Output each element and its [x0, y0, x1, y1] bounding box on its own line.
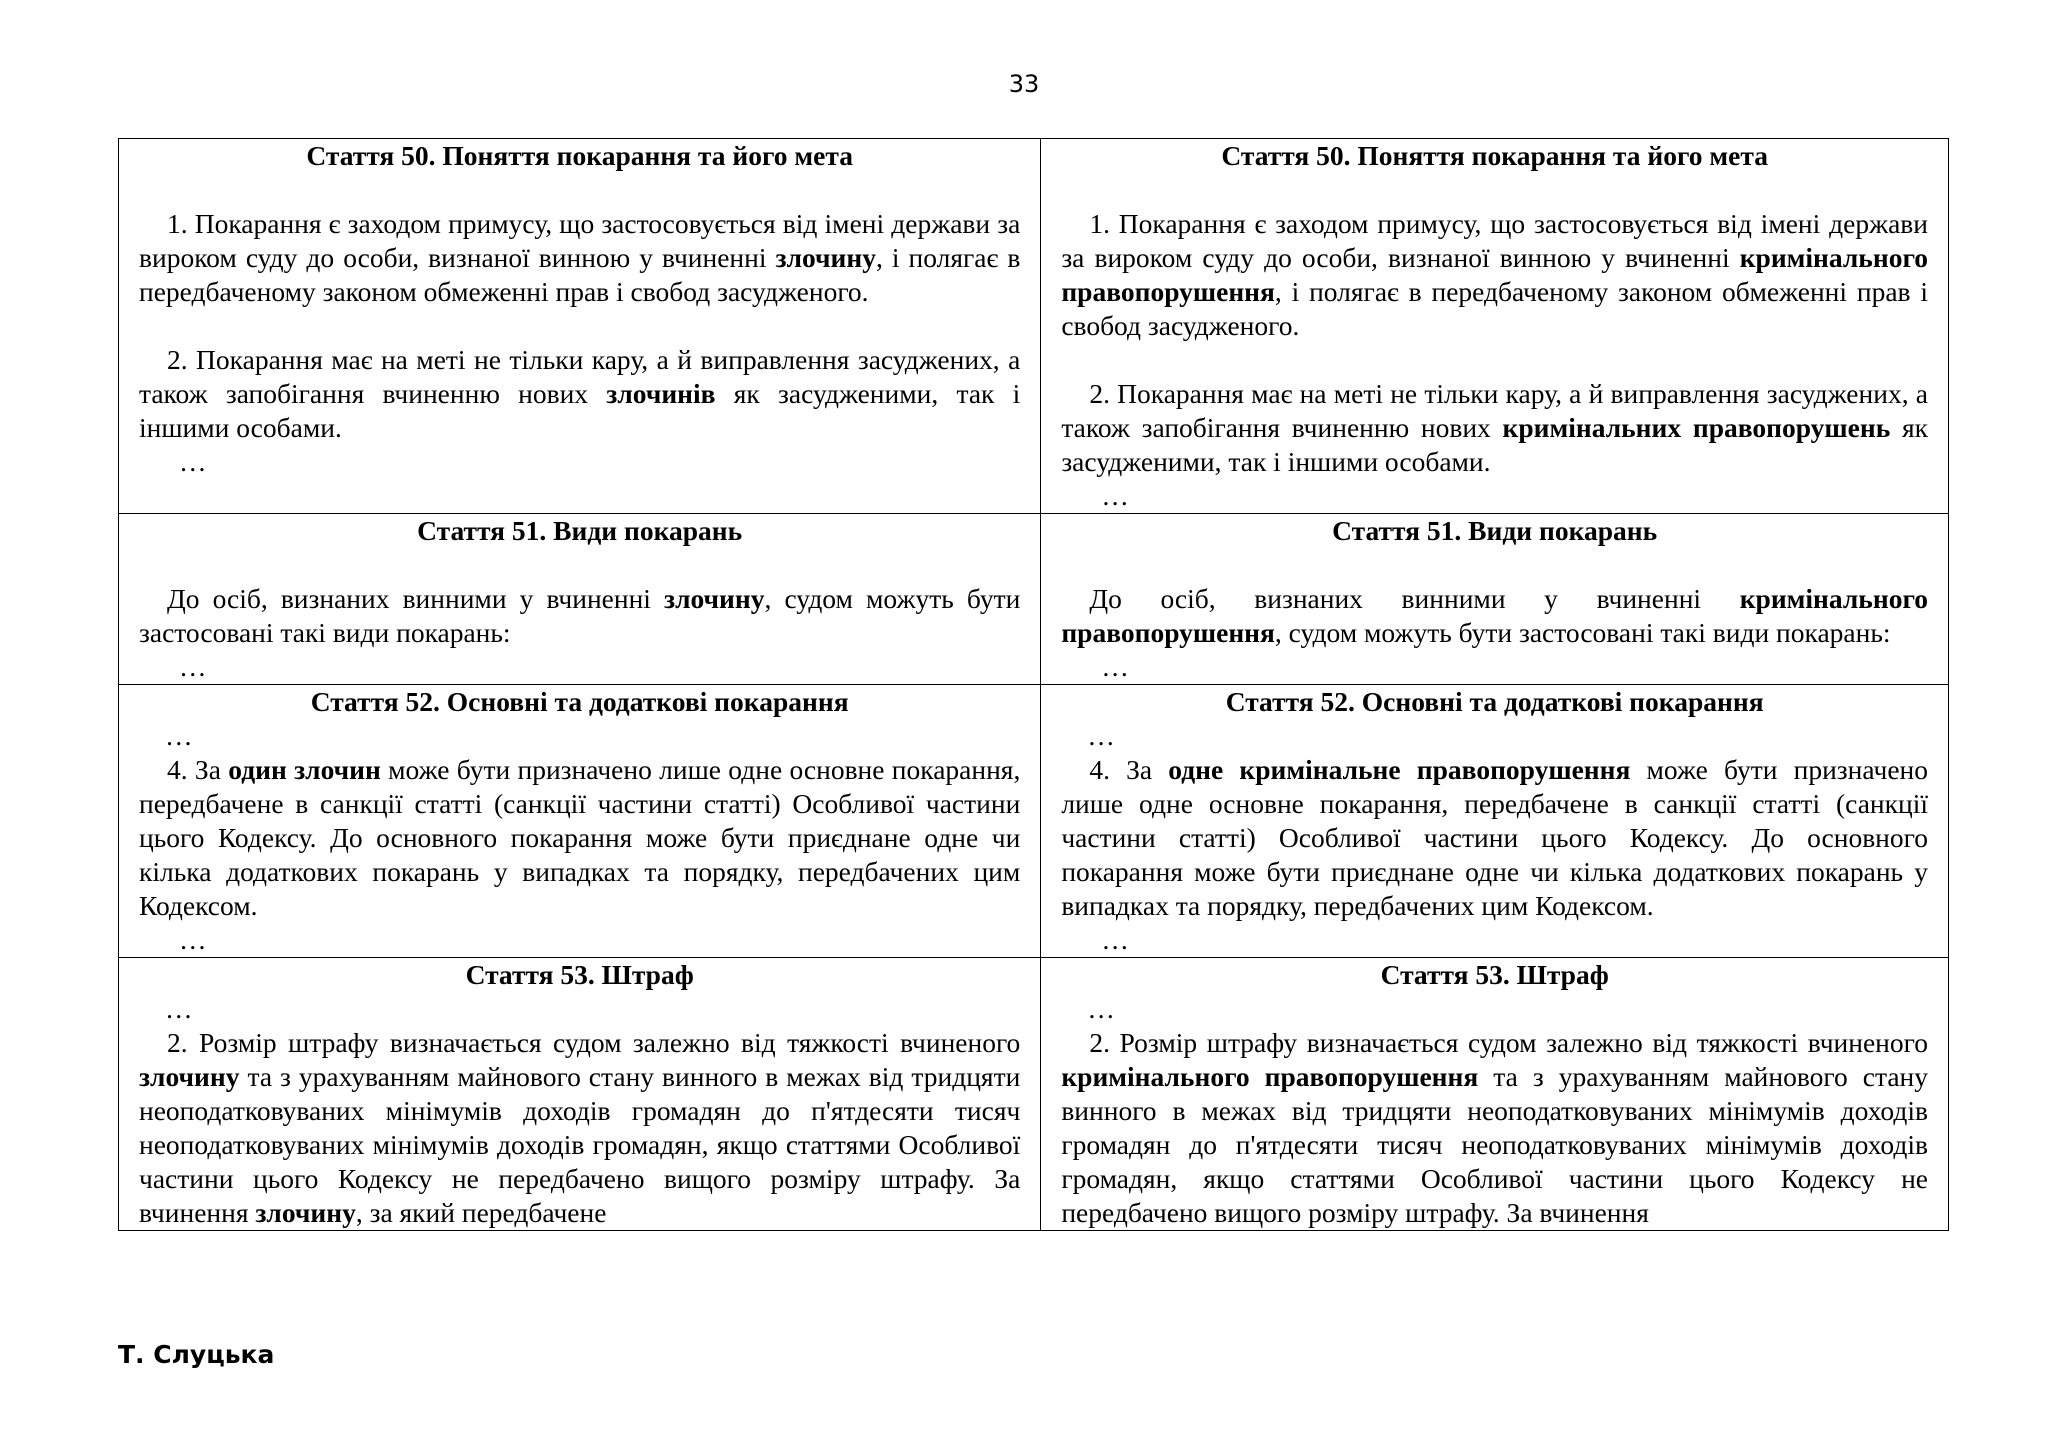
paragraph: 2. Розмір штрафу визначається судом залежно від тяжкості вчиненого кримінального правопорушення та з урахуванням майнового стану винного в межах від тридцяти неоподатковуваних мінімумів доходів громадян до п'ятдесяти тисяч неоподатковуваних мінімумів доходів громадян, якщо статтями Особливої частини цього Кодексу не передбачено вищого розміру штрафу. За вчинення — [1061, 1027, 1928, 1228]
ellipsis: … — [179, 446, 207, 477]
cell-proposed-art52 — [1041, 685, 1949, 958]
cell-current-art50 — [119, 139, 1041, 514]
footer-author: Т. Слуцька — [118, 1340, 275, 1369]
ellipsis: … — [179, 651, 207, 682]
paragraph: 4. За один злочин може бути призначено лише одне основне покарання, передбачене в санкції статті (санкції частини статті) Особливої частини цього Кодексу. До основного покарання може бути приєднане одне чи кілька додаткових покарань у випадках та порядку, передбачених цим Кодексом. — [139, 754, 1021, 921]
paragraph: 1. Покарання є заходом примусу, що застосовується від імені держави за вироком суду до особи, визнаної винною у вчиненні кримінального правопорушення, і полягає в передбаченому законом обмеженні прав і свобод засудженого. — [1061, 208, 1928, 341]
ellipsis: … — [1087, 720, 1115, 751]
table-row — [119, 685, 1949, 958]
cell-current-art52 — [119, 685, 1041, 958]
paragraph: 2. Розмір штрафу визначається судом залежно від тяжкості вчиненого злочину та з урахуванням майнового стану винного в межах від тридцяти неоподатковуваних мінімумів доходів громадян до п'ятдесяти тисяч неоподатковуваних мінімумів доходів громадян, якщо статтями Особливої частини цього Кодексу не передбачено вищого розміру штрафу. За вчинення злочину, за який передбачене — [139, 1027, 1021, 1228]
ellipsis: … — [1101, 651, 1129, 682]
page-number: 33 — [1008, 70, 1040, 98]
article-title: Стаття 51. Види покарань — [1332, 515, 1658, 546]
cell-current-art53 — [119, 958, 1041, 1231]
paragraph: 1. Покарання є заходом примусу, що застосовується від імені держави за вироком суду до особи, визнаної винною у вчиненні злочину, і полягає в передбаченому законом обмеженні прав і свобод засудженого. — [139, 208, 1021, 307]
article-title: Стаття 52. Основні та додаткові покарання — [1225, 686, 1764, 717]
paragraph: 2. Покарання має на меті не тільки кару, а й виправлення засуджених, а також запобігання вчиненню нових злочинів як засудженими, так і іншими особами. — [139, 344, 1021, 443]
ellipsis: … — [165, 720, 193, 751]
article-title: Стаття 52. Основні та додаткові покарання — [310, 686, 849, 717]
ellipsis: … — [1101, 924, 1129, 955]
ellipsis: … — [1087, 993, 1115, 1024]
article-title: Стаття 51. Види покарань — [417, 515, 743, 546]
paragraph: 2. Покарання має на меті не тільки кару, а й виправлення засуджених, а також запобігання вчиненню нових кримінальних правопорушень як засудженими, так і іншими особами. — [1061, 378, 1928, 477]
paragraph: До осіб, визнаних винними у вчиненні злочину, судом можуть бути застосовані такі види покарань: — [139, 583, 1021, 648]
table-row — [119, 139, 1949, 514]
article-title: Стаття 53. Штраф — [465, 959, 694, 990]
ellipsis: … — [179, 924, 207, 955]
cell-proposed-art53 — [1041, 958, 1949, 1231]
ellipsis: … — [1101, 480, 1129, 511]
cell-current-art51 — [119, 514, 1041, 685]
article-title: Стаття 53. Штраф — [1380, 959, 1609, 990]
paragraph: До осіб, визнаних винними у вчиненні кримінального правопорушення, судом можуть бути застосовані такі види покарань: — [1061, 583, 1928, 648]
table-row — [119, 514, 1949, 685]
table-row — [119, 958, 1949, 1231]
article-title: Стаття 50. Поняття покарання та його мета — [306, 140, 853, 171]
cell-proposed-art50 — [1041, 139, 1949, 514]
comparison-table — [118, 138, 1949, 1231]
cell-proposed-art51 — [1041, 514, 1949, 685]
paragraph: 4. За одне кримінальне правопорушення може бути призначено лише одне основне покарання, передбачене в санкції статті (санкції частини статті) Особливої частини цього Кодексу. До основного покарання може бути приєднане одне чи кілька додаткових покарань у випадках та порядку, передбачених цим Кодексом. — [1061, 754, 1928, 921]
ellipsis: … — [165, 993, 193, 1024]
article-title: Стаття 50. Поняття покарання та його мета — [1221, 140, 1768, 171]
